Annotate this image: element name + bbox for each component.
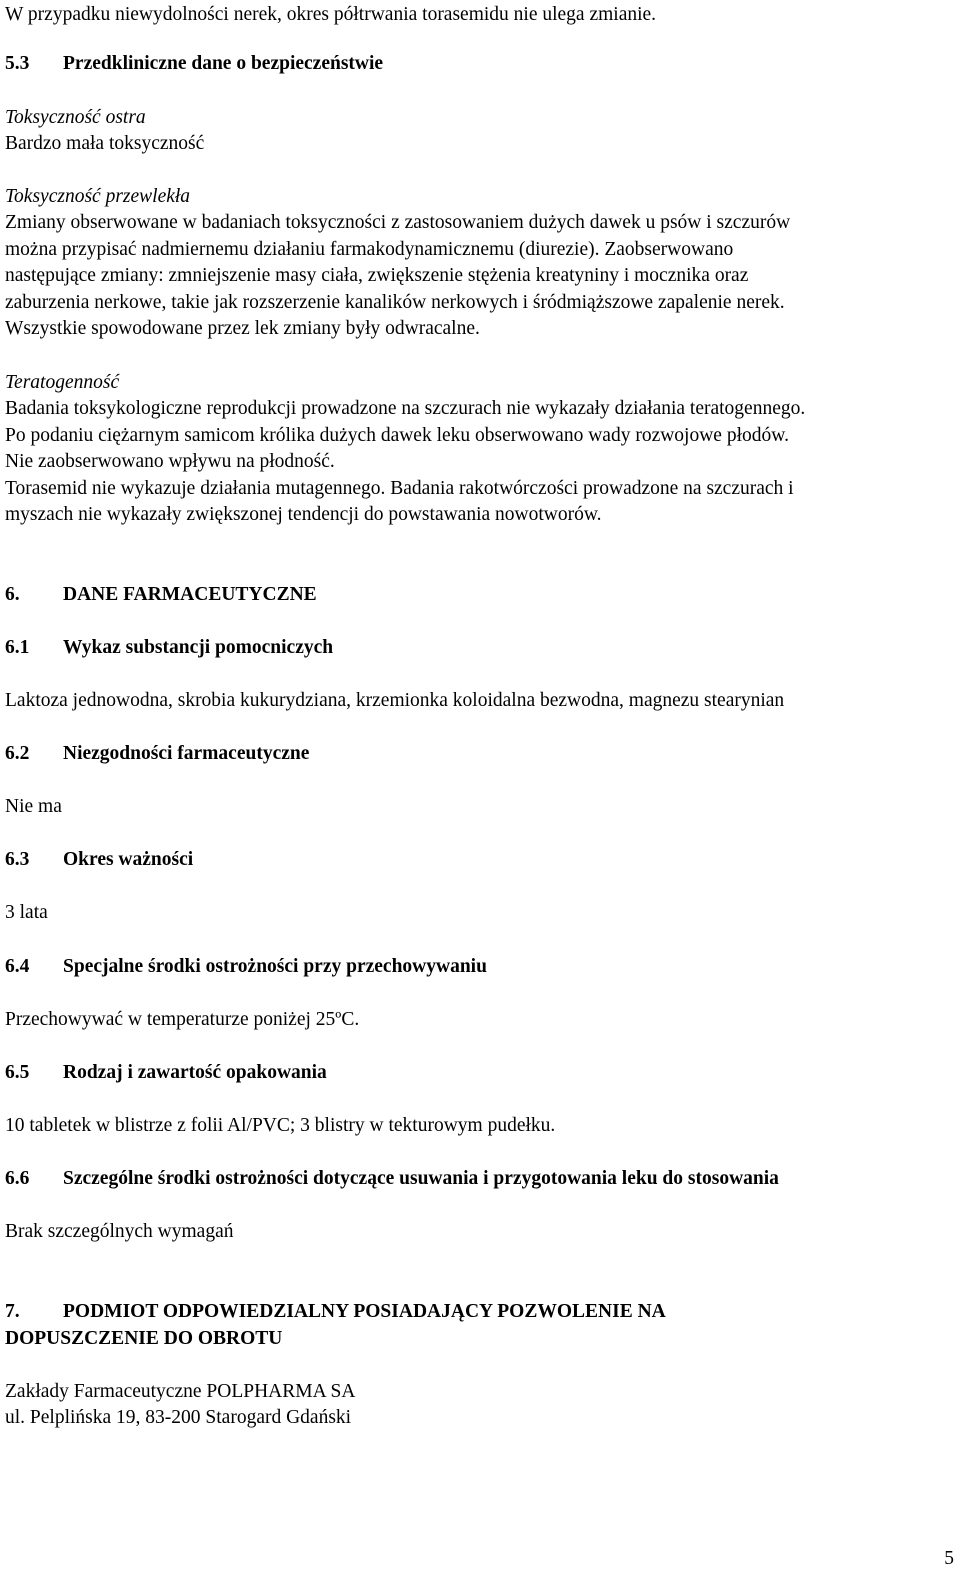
chronic-toxicity-heading: Toksyczność przewlekła bbox=[5, 186, 191, 207]
section-number: 6.2 bbox=[5, 743, 30, 764]
section-number: 6.5 bbox=[5, 1062, 30, 1083]
acute-toxicity-heading: Toksyczność ostra bbox=[5, 107, 146, 128]
section-6-5-text: 10 tabletek w blistrze z folii Al/PVC; 3 blistry w tekturowym pudełku. bbox=[5, 1115, 556, 1136]
section-6-6-text: Brak szczególnych wymagań bbox=[5, 1221, 234, 1242]
section-title: Rodzaj i zawartość opakowania bbox=[63, 1062, 327, 1083]
section-6-heading bbox=[5, 582, 317, 608]
section-number: 6.4 bbox=[5, 956, 30, 977]
section-7-heading bbox=[5, 1299, 666, 1325]
acute-toxicity-text: Bardzo mała toksyczność bbox=[5, 133, 205, 154]
teratogenicity-heading: Teratogenność bbox=[5, 372, 120, 393]
section-6-4-heading bbox=[5, 954, 487, 980]
section-6-4-text: Przechowywać w temperaturze poniżej 25ºC. bbox=[5, 1009, 360, 1030]
intro-line: W przypadku niewydolności nerek, okres półtrwania torasemidu nie ulega zmianie. bbox=[5, 4, 657, 25]
section-title: Specjalne środki ostrożności przy przechowywaniu bbox=[63, 956, 487, 977]
section-number: 6.6 bbox=[5, 1168, 30, 1189]
section-6-2-heading bbox=[5, 741, 309, 767]
section-number: 6.3 bbox=[5, 849, 30, 870]
section-6-2-text: Nie ma bbox=[5, 796, 62, 817]
section-title: DANE FARMACEUTYCZNE bbox=[63, 584, 317, 605]
section-number: 5.3 bbox=[5, 53, 30, 74]
section-6-1-text: Laktoza jednowodna, skrobia kukurydziana, krzemionka koloidalna bezwodna, magnezu stearynian bbox=[5, 690, 785, 711]
terato-line-1: Badania toksykologiczne reprodukcji prowadzone na szczurach nie wykazały działania teratogennego. bbox=[5, 398, 806, 419]
section-title-line-1: PODMIOT ODPOWIEDZIALNY POSIADAJĄCY POZWOLENIE NA bbox=[63, 1301, 666, 1322]
section-6-1-heading bbox=[5, 635, 333, 661]
chronic-line-4: zaburzenia nerkowe, takie jak rozszerzenie kanalików nerkowych i śródmiąższowe zapalenie nerek. bbox=[5, 292, 785, 313]
chronic-line-2: można przypisać nadmiernemu działaniu farmakodynamicznemu (diurezie). Zaobserwowano bbox=[5, 239, 734, 260]
chronic-line-5: Wszystkie spowodowane przez lek zmiany były odwracalne. bbox=[5, 318, 480, 339]
holder-name: Zakłady Farmaceutyczne POLPHARMA SA bbox=[5, 1381, 356, 1402]
chronic-line-3: następujące zmiany: zmniejszenie masy ciała, zwiększenie stężenia kreatyniny i mocznika oraz bbox=[5, 265, 749, 286]
terato-line-2: Po podaniu ciężarnym samicom królika dużych dawek leku obserwowano wady rozwojowe płodów. bbox=[5, 425, 789, 446]
section-number: 7. bbox=[5, 1301, 20, 1322]
terato-line-4: Torasemid nie wykazuje działania mutagennego. Badania rakotwórczości prowadzone na szczurach i bbox=[5, 478, 794, 499]
chronic-line-1: Zmiany obserwowane w badaniach toksyczności z zastosowaniem dużych dawek u psów i szczurów bbox=[5, 212, 791, 233]
page-number: 5 bbox=[944, 1548, 954, 1569]
terato-line-3: Nie zaobserwowano wpływu na płodność. bbox=[5, 451, 335, 472]
section-number: 6.1 bbox=[5, 637, 30, 658]
section-number: 6. bbox=[5, 584, 20, 605]
section-5-3-heading bbox=[5, 51, 383, 77]
section-title: Wykaz substancji pomocniczych bbox=[63, 637, 334, 658]
section-7-heading-line-2: DOPUSZCZENIE DO OBROTU bbox=[5, 1328, 283, 1349]
section-title: Okres ważności bbox=[63, 849, 194, 870]
terato-line-5: myszach nie wykazały zwiększonej tendencji do powstawania nowotworów. bbox=[5, 504, 602, 525]
holder-address: ul. Pelplińska 19, 83-200 Starogard Gdański bbox=[5, 1407, 352, 1428]
section-title: Niezgodności farmaceutyczne bbox=[63, 743, 310, 764]
section-title: Przedkliniczne dane o bezpieczeństwie bbox=[63, 53, 384, 74]
section-6-6-heading bbox=[5, 1166, 779, 1192]
section-6-3-heading bbox=[5, 847, 193, 873]
section-title: Szczególne środki ostrożności dotyczące usuwania i przygotowania leku do stosowania bbox=[63, 1168, 779, 1189]
section-6-3-text: 3 lata bbox=[5, 902, 48, 923]
section-6-5-heading bbox=[5, 1060, 327, 1086]
